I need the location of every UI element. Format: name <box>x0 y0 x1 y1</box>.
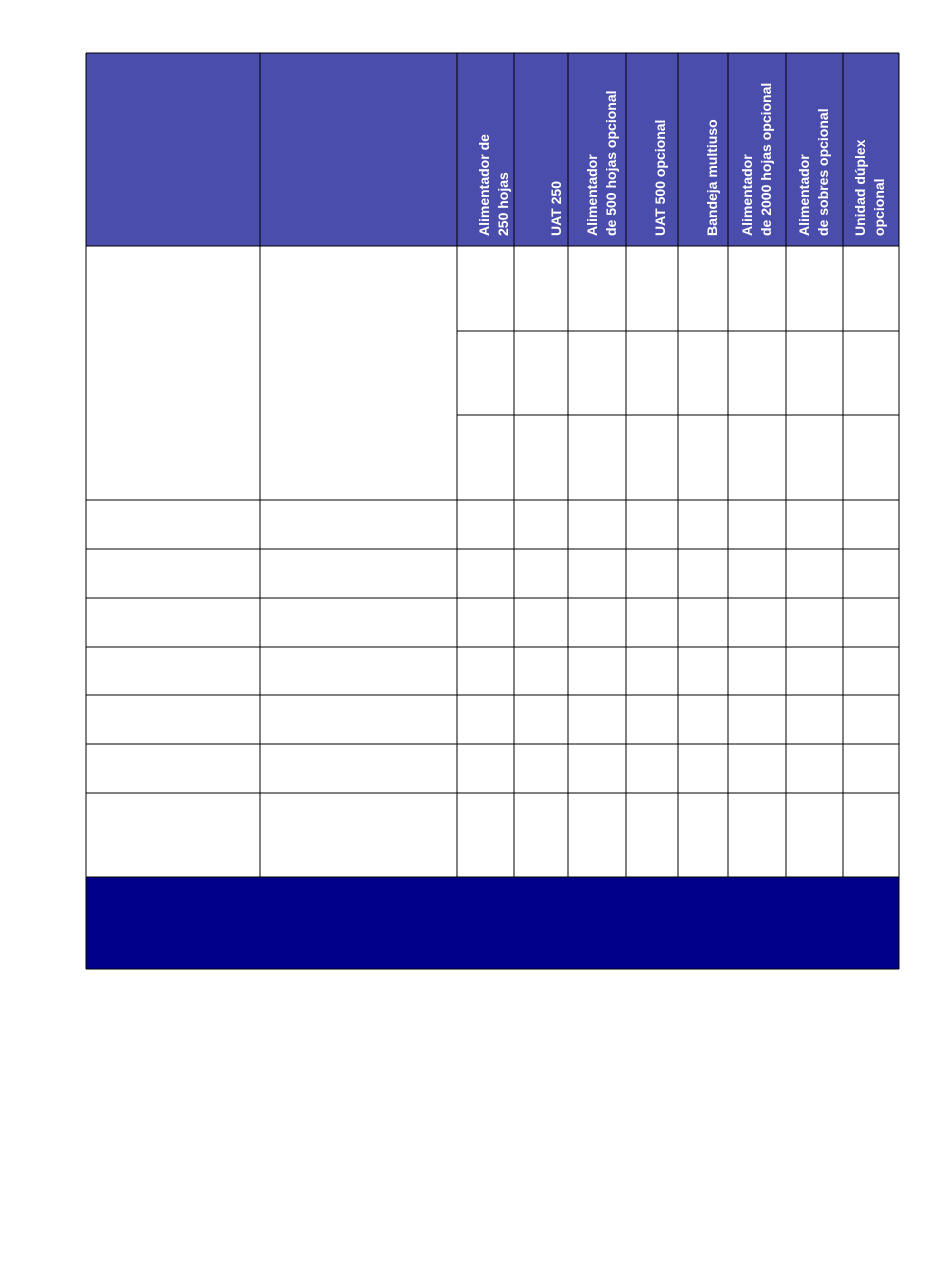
header-unidad-duplex: Unidad dúplex opcional <box>852 139 887 236</box>
header-bandeja-multiuso: Bandeja multiuso <box>704 119 720 236</box>
header-alimentador-500: Alimentador de 500 hojas opcional <box>584 90 619 236</box>
header-uat-250: UAT 250 <box>548 181 564 236</box>
header-uat-500: UAT 500 opcional <box>652 119 668 236</box>
header-alimentador-250: Alimentador de 250 hojas <box>476 134 511 236</box>
table-footer-band <box>86 877 899 969</box>
header-alimentador-2000: Alimentador de 2000 hojas opcional <box>739 82 774 236</box>
header-alimentador-sobres: Alimentador de sobres opcional <box>796 108 831 236</box>
